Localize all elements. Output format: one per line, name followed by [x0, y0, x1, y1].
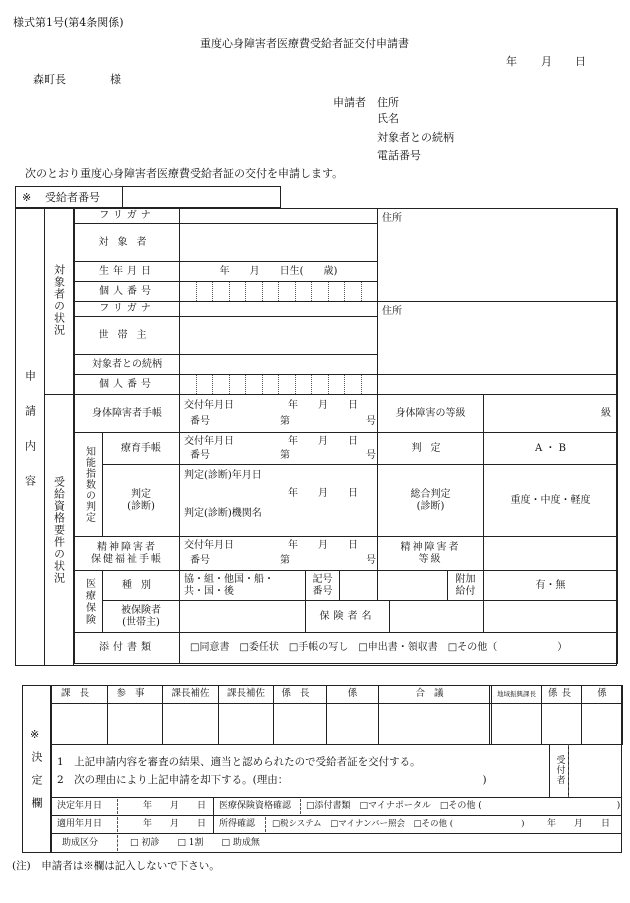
- relation-label: 対象者との続柄: [75, 355, 180, 375]
- judge-diag-label: 判定 (診断): [103, 465, 180, 537]
- applicant-address-label: 住所: [377, 96, 399, 109]
- decision-mark: ※: [30, 728, 40, 741]
- ab-field[interactable]: A ・ B: [484, 433, 618, 465]
- stamp-kacho[interactable]: [52, 704, 108, 745]
- birthdate-field[interactable]: 年 月 日生( 歳): [180, 262, 378, 282]
- physical-handbook-field[interactable]: 交付年月日 年 月 日 番号 第 号: [180, 395, 378, 433]
- decision-date-label: 決定年月日: [57, 801, 103, 811]
- householder-personal-number-label: 個人番号: [75, 375, 180, 395]
- approver-kacho: 課長: [52, 686, 108, 704]
- subject-address-cell[interactable]: [378, 209, 618, 302]
- insurance-label: 医療保険: [75, 571, 103, 633]
- applied-date-label: 適用年月日: [57, 819, 103, 829]
- insurer-name-field[interactable]: [390, 601, 483, 632]
- attachments-label: 添付書類: [75, 633, 180, 664]
- stamp-kakaricho[interactable]: [274, 704, 327, 745]
- hantei-label: 判定: [378, 433, 484, 465]
- decision-section-label: 決定欄: [30, 750, 43, 820]
- attachments-field[interactable]: □同意書 □委任状 □手帳の写し □申出書・領収書 □その他（ ）: [180, 633, 618, 664]
- householder-address-blank: [378, 375, 618, 395]
- overall-judge-label: 総合判定 (診断): [378, 465, 484, 537]
- stamp-hosa-2[interactable]: [219, 704, 274, 745]
- form-number: 様式第1号(第4条関係): [13, 16, 124, 29]
- applicant-label: 申請者: [333, 96, 366, 109]
- date-month: 月: [541, 55, 552, 68]
- subject-furigana-field[interactable]: [180, 209, 378, 224]
- physical-grade-label: 身体障害の等級: [378, 395, 484, 433]
- approver-kakaricho-2: 係長: [542, 686, 582, 704]
- severity-field[interactable]: 重度・中度・軽度: [484, 465, 618, 537]
- income-check-options[interactable]: □税システム □マイナンバー照会 □その他 ( ): [272, 819, 525, 829]
- approver-kakari: 係: [327, 686, 379, 704]
- physical-handbook-label: 身体障害者手帳: [75, 395, 180, 433]
- additional-label: 附加 給付: [447, 571, 483, 600]
- stamp-kakaricho-2[interactable]: [542, 704, 582, 745]
- householder-address-cell[interactable]: [378, 302, 618, 375]
- subsidy-label: 助成区分: [62, 838, 99, 848]
- eligibility-table: [74, 394, 618, 664]
- insured-field[interactable]: [180, 601, 306, 633]
- subject-personal-number-field[interactable]: [180, 282, 378, 302]
- applicant-relation-label: 対象者との続柄: [377, 131, 454, 144]
- subject-name-field[interactable]: [180, 224, 378, 262]
- decision-line-1: 1 上記申請内容を審査の結果、適当と認められたので受給者証を交付する。: [57, 756, 421, 768]
- recipient-mark: ※: [22, 191, 32, 204]
- approver-chiiki: 地域振興課長: [492, 686, 542, 704]
- relation-field[interactable]: [180, 355, 378, 375]
- received-field[interactable]: [568, 744, 622, 798]
- received-label: 受付者: [554, 755, 565, 785]
- symbol-number-field-2[interactable]: [378, 571, 447, 600]
- section-application-label: 申請内容: [23, 370, 37, 510]
- mental-handbook-label: 精神障害者 保健福祉手帳: [75, 537, 180, 571]
- approver-hosa-1: 課長補佐: [163, 686, 219, 704]
- mental-grade-field[interactable]: [484, 537, 618, 571]
- symbol-number-field[interactable]: [340, 571, 377, 600]
- applicant-name-label: 氏名: [377, 112, 399, 125]
- insured-label: 被保険者 (世帯主): [103, 601, 180, 633]
- document-title: 重度心身障害者医療費受給者証交付申請書: [200, 37, 409, 50]
- section-eligibility-label: 受給資格要件の状況: [52, 476, 66, 584]
- additional-cell: [378, 571, 484, 601]
- stamp-kakari[interactable]: [327, 704, 379, 745]
- householder-personal-number-field[interactable]: [180, 375, 378, 395]
- date-day: 日: [575, 55, 586, 68]
- insurance-types-field[interactable]: 協・組・他国・船・ 共・国・後: [180, 571, 306, 601]
- addressee-suffix: 様: [110, 73, 121, 86]
- householder-label: 世帯主: [75, 317, 180, 355]
- applied-date-value[interactable]: 年 月 日: [143, 819, 207, 829]
- ryoiku-field[interactable]: 交付年月日 年 月 日 番号 第 号: [180, 433, 378, 465]
- householder-furigana-label: フリガナ: [75, 302, 180, 317]
- intellect-label: 知能指数の判定: [75, 433, 103, 537]
- applicant-phone-label: 電話番号: [377, 149, 421, 162]
- date-year: 年: [506, 55, 517, 68]
- approver-hosa-2: 課長補佐: [219, 686, 274, 704]
- mental-grade-label: 精神障害者 等級: [378, 537, 484, 571]
- income-check-date[interactable]: 年 月 日: [547, 819, 611, 829]
- recipient-number-label: 受給者番号: [45, 191, 100, 204]
- yes-no-field[interactable]: 有・無: [484, 571, 618, 601]
- diag-field[interactable]: 判定(診断)年月日 年 月 日 判定(診断)機関名: [180, 465, 378, 537]
- physical-grade-field[interactable]: 級: [484, 395, 618, 433]
- householder-name-field[interactable]: [180, 317, 378, 355]
- symbol-number-cell: [306, 571, 378, 601]
- decision-result-cell: [51, 744, 622, 798]
- insurer-name-label: 保険者名: [306, 601, 390, 632]
- note-text: (注) 申請者は※欄は記入しないで下さい。: [12, 860, 220, 872]
- insurance-check-label: 医療保険資格確認: [219, 801, 292, 811]
- mental-handbook-field[interactable]: 交付年月日 年 月 日 番号 第 号: [180, 537, 378, 571]
- stamp-sanji[interactable]: [108, 704, 163, 745]
- symbol-number-label: 記号 番号: [306, 571, 340, 600]
- householder-address-label: 住所: [382, 306, 402, 317]
- insurance-check-options[interactable]: □添付書類 □マイナポータル □その他 ( ): [306, 801, 621, 811]
- subject-label: 対象者: [75, 224, 180, 262]
- subject-address-label: 住所: [382, 213, 402, 224]
- stamp-hosa-1[interactable]: [163, 704, 219, 745]
- insurance-type-label: 種別: [103, 571, 180, 601]
- subject-personal-number-label: 個人番号: [75, 282, 180, 302]
- subsidy-options[interactable]: □ 初診 □ 1割 □ 助成無: [130, 838, 260, 848]
- intro-text: 次のとおり重度心身障害者医療費受給者証の交付を申請します。: [25, 167, 344, 180]
- insurer-name-cell: [306, 601, 484, 633]
- approver-gogi: 合議: [379, 686, 490, 704]
- income-check-label: 所得確認: [219, 819, 256, 829]
- ryoiku-label: 療育手帳: [103, 433, 180, 465]
- approval-table: [51, 685, 623, 745]
- stamp-gogi[interactable]: [379, 704, 490, 745]
- approver-kakaricho: 係長: [274, 686, 327, 704]
- approver-kakari-2: 係: [582, 686, 623, 704]
- stamp-chiiki[interactable]: [492, 704, 542, 745]
- insurer-name-field-2[interactable]: [484, 601, 618, 633]
- decision-date-value[interactable]: 年 月 日: [143, 801, 207, 811]
- subject-status-table: [74, 208, 618, 395]
- stamp-kakari-2[interactable]: [582, 704, 623, 745]
- birthdate-label: 生年月日: [75, 262, 180, 282]
- subject-furigana-label: フリガナ: [75, 209, 180, 224]
- addressee: 森町長: [33, 73, 66, 86]
- decision-line-2: 2 次の理由により上記申請を却下する。(理由： ): [57, 774, 487, 786]
- householder-furigana-field[interactable]: [180, 302, 378, 317]
- approver-sanji: 参事: [108, 686, 163, 704]
- section-subject-label: 対象者の状況: [52, 264, 66, 336]
- recipient-number-field[interactable]: [122, 186, 281, 208]
